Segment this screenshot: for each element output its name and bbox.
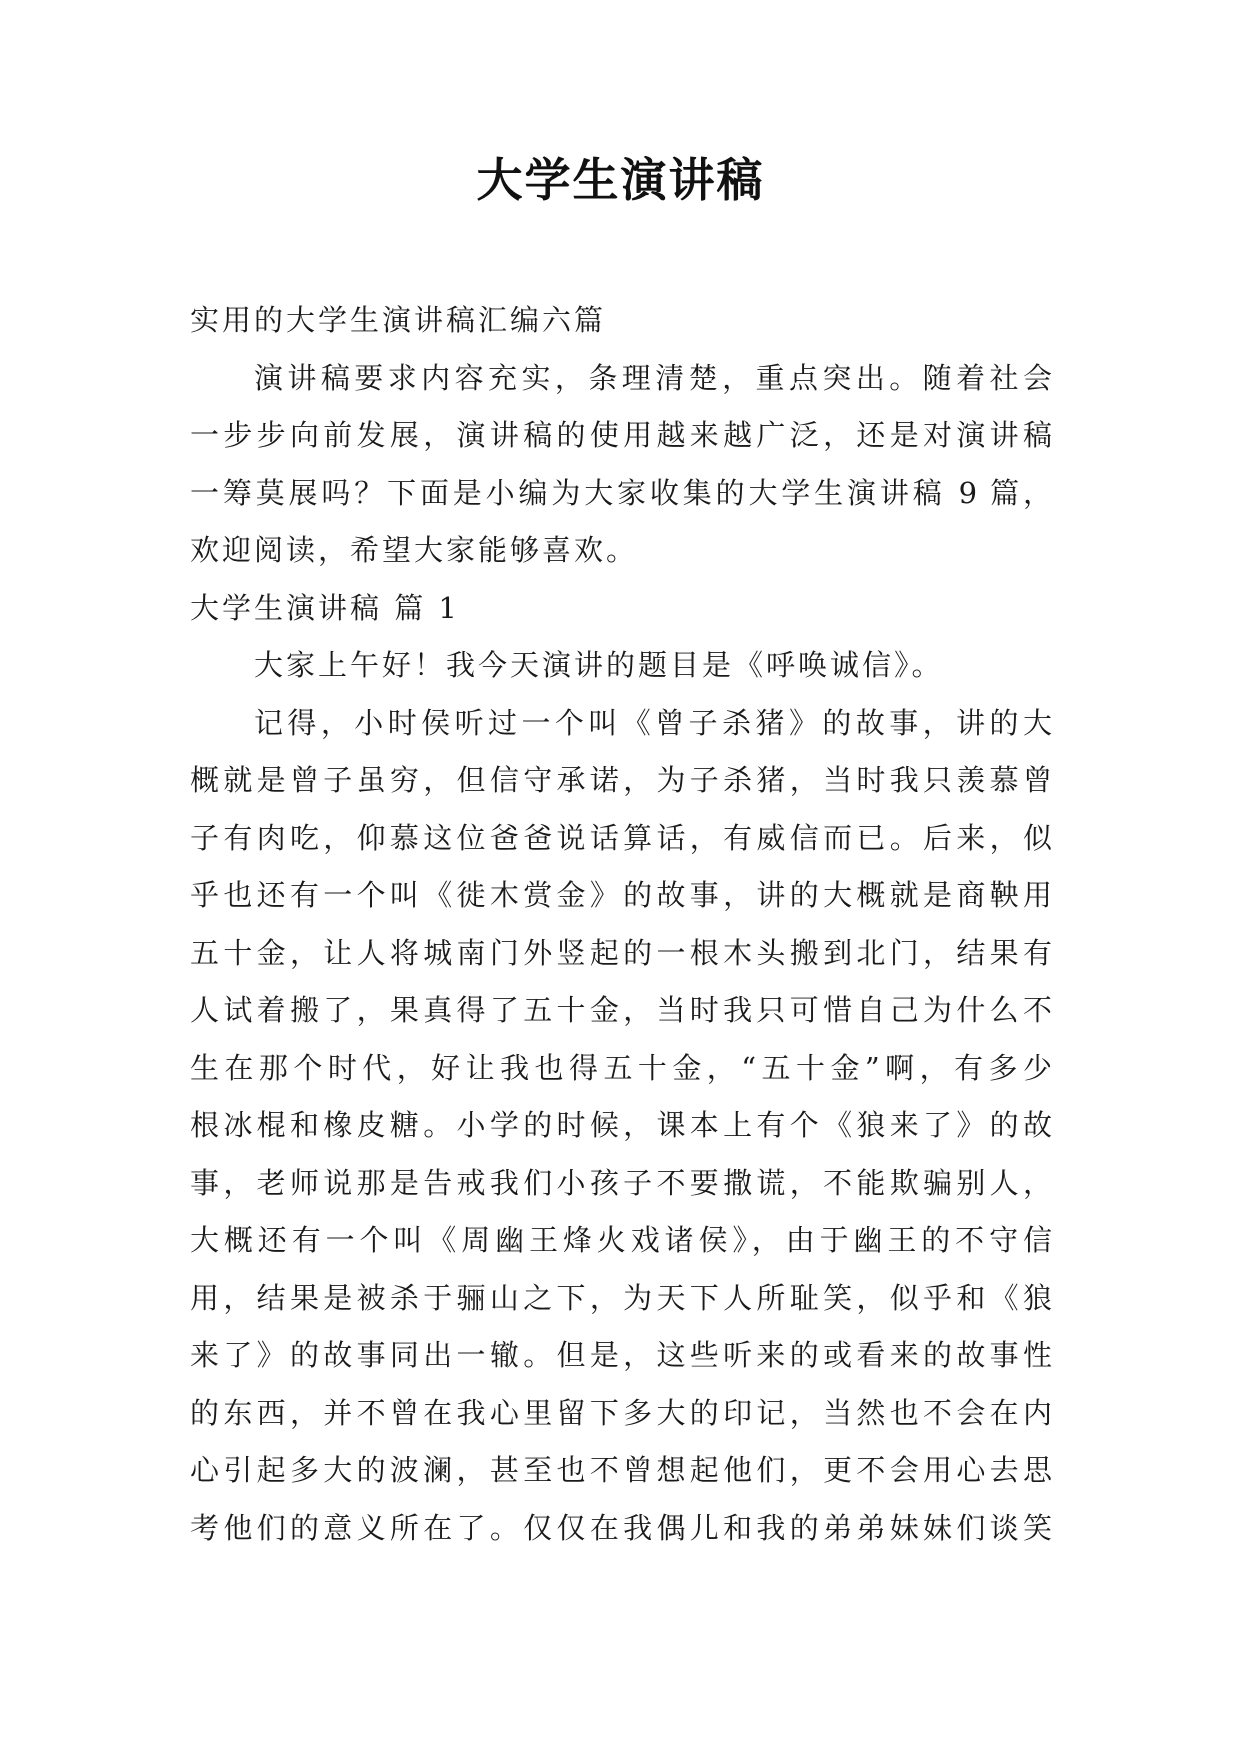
paragraph-line: 心引起多大的波澜，甚至也不曾想起他们，更不会用心去思 bbox=[190, 1453, 1052, 1487]
paragraph-line: 一步步向前发展，演讲稿的使用越来越广泛，还是对演讲稿 bbox=[190, 418, 1052, 452]
paragraph-line: 概就是曾子虽穷，但信守承诺，为子杀猪，当时我只羡慕曾 bbox=[190, 763, 1052, 797]
paragraph-line: 五十金，让人将城南门外竖起的一根木头搬到北门，结果有 bbox=[190, 935, 1052, 970]
paragraph-line: 用，结果是被杀于骊山之下，为天下人所耻笑，似乎和《狼 bbox=[190, 1280, 1052, 1315]
document-body bbox=[190, 292, 1052, 1557]
paragraph-line: 根冰棍和橡皮糖。小学的时候，课本上有个《狼来了》的故 bbox=[190, 1108, 1052, 1142]
paragraph-line: 考他们的意义所在了。仅仅在我偶儿和我的弟弟妹妹们谈笑 bbox=[190, 1510, 1052, 1545]
paragraph-line: 一筹莫展吗？下面是小编为大家收集的大学生演讲稿 9 篇， bbox=[190, 475, 1052, 510]
paragraph-line: 大家上午好！我今天演讲的题目是《呼唤诚信》。 bbox=[254, 648, 944, 682]
paragraph-line: 生在那个时代，好让我也得五十金，“五十金”啊，有多少 bbox=[190, 1050, 1052, 1085]
paragraph-line: 乎也还有一个叫《徙木赏金》的故事，讲的大概就是商鞅用 bbox=[190, 878, 1052, 912]
paragraph-line: 记得，小时侯听过一个叫《曾子杀猪》的故事，讲的大 bbox=[254, 705, 1052, 740]
paragraph-line: 来了》的故事同出一辙。但是，这些听来的或看来的故事性 bbox=[190, 1338, 1052, 1372]
paragraph-line: 子有肉吃，仰慕这位爸爸说话算话，有威信而已。后来，似 bbox=[190, 820, 1052, 855]
section-heading: 大学生演讲稿 篇 1 bbox=[190, 590, 460, 625]
paragraph-line: 的东西，并不曾在我心里留下多大的印记，当然也不会在内 bbox=[190, 1395, 1052, 1430]
paragraph-line: 演讲稿要求内容充实，条理清楚，重点突出。随着社会 bbox=[254, 360, 1052, 395]
paragraph-line: 人试着搬了，果真得了五十金，当时我只可惜自己为什么不 bbox=[190, 993, 1052, 1027]
paragraph-line: 欢迎阅读，希望大家能够喜欢。 bbox=[190, 533, 639, 567]
paragraph-line: 事，老师说那是告戒我们小孩子不要撒谎，不能欺骗别人， bbox=[190, 1165, 1052, 1200]
document-title: 大学生演讲稿 bbox=[476, 153, 765, 207]
paragraph-line: 大概还有一个叫《周幽王烽火戏诸侯》，由于幽王的不守信 bbox=[190, 1223, 1052, 1257]
subtitle-line: 实用的大学生演讲稿汇编六篇 bbox=[190, 303, 607, 337]
